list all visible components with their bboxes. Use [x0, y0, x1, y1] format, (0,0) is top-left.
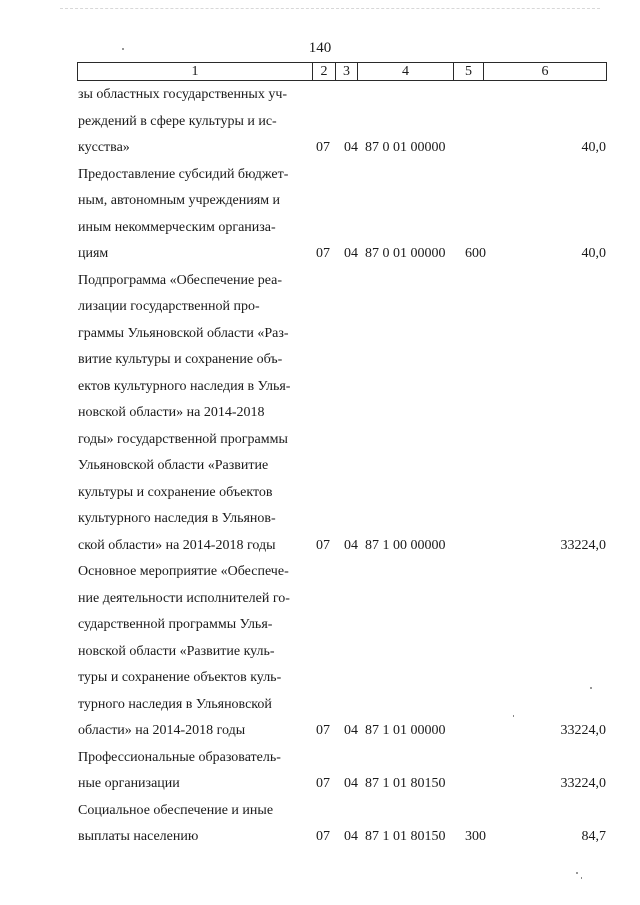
header-col-2: 2: [313, 63, 336, 80]
section-code: 07: [316, 537, 330, 553]
section-code: 07: [316, 776, 330, 791]
description-line: годы» государственной программы: [78, 431, 288, 447]
target-article-code: 87 1 01 00000: [365, 723, 446, 738]
row-codes: [78, 135, 608, 162]
subsection-code: 04: [344, 829, 358, 844]
description-line: новской области» на 2014-2018: [78, 405, 265, 420]
scan-artifact-top: [60, 8, 600, 11]
description-line: циям: [78, 246, 109, 261]
sum-value: 33224,0: [560, 537, 606, 553]
description-line: Основное мероприятие «Обеспече-: [78, 564, 289, 579]
scan-speck: [513, 715, 514, 717]
scan-speck: [590, 687, 592, 689]
table-body: [78, 82, 608, 851]
description-line: турного наследия в Ульяновской: [78, 696, 272, 712]
description-line: Социальное обеспечение и иные: [78, 802, 274, 818]
row-codes: [78, 533, 608, 560]
description-line: ние деятельности исполнителей го-: [78, 590, 290, 606]
table-row: [78, 745, 608, 798]
description-line: зы областных государственных уч-: [78, 87, 288, 102]
description-line: Подпрограмма «Обеспечение реа-: [78, 272, 283, 288]
subsection-code: 04: [344, 537, 358, 553]
sum-value: 40,0: [581, 246, 606, 261]
header-col-3: 3: [336, 63, 358, 80]
sum-value: 33224,0: [560, 776, 606, 791]
table-header: [77, 62, 607, 81]
header-col-6: 6: [541, 64, 549, 79]
subsection-code: 04: [344, 246, 358, 261]
description-line: иным некоммерческим организа-: [78, 219, 276, 235]
section-code: 07: [316, 829, 330, 844]
target-article-code: 87 0 01 00000: [365, 246, 446, 261]
description-line: Ульяновской области «Развитие: [78, 458, 269, 473]
description-line: Предоставление субсидий бюджет-: [78, 166, 289, 182]
subsection-code: 04: [344, 140, 358, 155]
header-col-5: 5: [454, 63, 484, 80]
header-col-4: 4: [358, 63, 454, 80]
description-line: новской области «Развитие куль-: [78, 643, 275, 659]
section-code: 07: [316, 723, 330, 738]
table-row: [78, 162, 608, 268]
section-code: 07: [316, 246, 330, 261]
scan-speck: [576, 872, 578, 874]
expense-type-code: 300: [465, 829, 486, 844]
row-codes: [78, 771, 608, 798]
row-codes: [78, 718, 608, 745]
scan-speck: [581, 877, 582, 879]
row-codes: [78, 824, 608, 851]
target-article-code: 87 1 01 80150: [365, 829, 446, 844]
section-code: 07: [316, 140, 330, 155]
row-codes: [78, 241, 608, 268]
table-row: [78, 559, 608, 745]
sum-value: 40,0: [581, 140, 606, 155]
row-description: [78, 268, 308, 560]
description-line: выплаты населению: [78, 829, 199, 844]
target-article-code: 87 1 01 80150: [365, 776, 446, 791]
description-line: культуры и сохранение объектов: [78, 484, 273, 500]
description-line: ные организации: [78, 776, 180, 791]
table-row: [78, 268, 608, 560]
sum-value: 84,7: [581, 829, 606, 844]
description-line: ской области» на 2014-2018 годы: [78, 537, 276, 553]
description-line: области» на 2014-2018 годы: [78, 723, 246, 738]
subsection-code: 04: [344, 723, 358, 738]
description-line: Профессиональные образователь-: [78, 749, 281, 765]
target-article-code: 87 0 01 00000: [365, 140, 446, 155]
subsection-code: 04: [344, 776, 358, 791]
description-line: сударственной программы Улья-: [78, 617, 273, 632]
description-line: ектов культурного наследия в Улья-: [78, 378, 291, 394]
description-line: ным, автономным учреждениям и: [78, 193, 281, 208]
description-line: витие культуры и сохранение объ-: [78, 352, 283, 367]
header-col-1: 1: [78, 63, 313, 80]
description-line: кусства»: [78, 140, 130, 155]
description-line: реждений в сфере культуры и ис-: [78, 113, 277, 129]
row-description: [78, 559, 308, 745]
scan-speck: [122, 48, 124, 50]
table-row: [78, 798, 608, 851]
description-line: лизации государственной про-: [78, 299, 260, 314]
description-line: туры и сохранение объектов куль-: [78, 670, 282, 685]
description-line: граммы Ульяновской области «Раз-: [78, 325, 289, 341]
page-number: 140: [308, 40, 332, 56]
description-line: культурного наследия в Ульянов-: [78, 511, 276, 526]
sum-value: 33224,0: [560, 723, 606, 738]
table-row: [78, 82, 608, 162]
expense-type-code: 600: [465, 246, 486, 261]
target-article-code: 87 1 00 00000: [365, 537, 446, 553]
